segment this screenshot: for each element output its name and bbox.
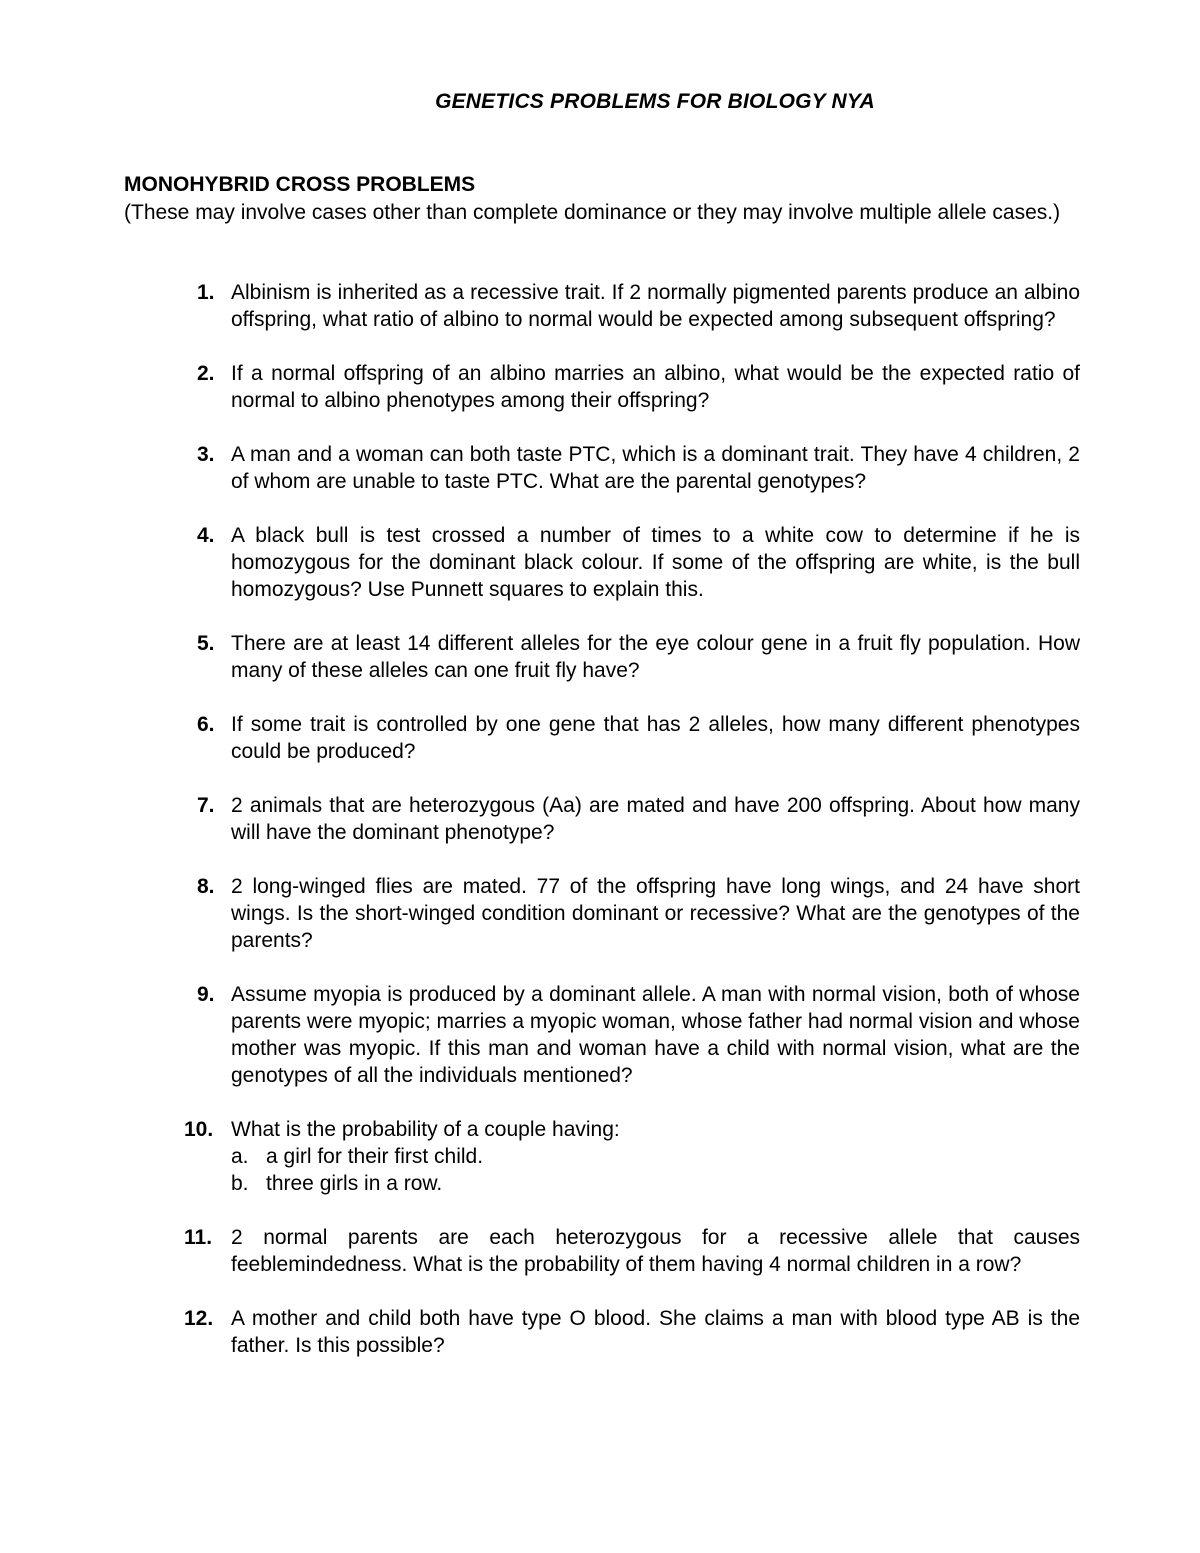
problem-number: 5. <box>197 632 215 655</box>
problem-item <box>184 1305 1080 1359</box>
problem-item <box>184 873 1080 954</box>
problem-list <box>184 279 1080 1386</box>
document-title: GENETICS PROBLEMS FOR BIOLOGY NYA <box>435 90 875 113</box>
problem-item <box>184 441 1080 495</box>
problem-number: 7. <box>197 794 215 817</box>
problem-text: 2 normal parents are each heterozygous for a recessive allele that causes feeblemindedness. What is the probability of them having 4 normal children in a row? <box>231 1226 1080 1276</box>
subitem <box>231 1143 1080 1170</box>
problem-number: 10. <box>184 1118 214 1141</box>
section-note: (These may involve cases other than complete dominance or they may involve multiple allele cases.) <box>124 201 1061 224</box>
problem-text: A mother and child both have type O blood. She claims a man with blood type AB is the father. Is this possible? <box>231 1307 1080 1357</box>
subitem-text: a girl for their first child. <box>266 1145 484 1168</box>
problem-text: If a normal offspring of an albino marries an albino, what would be the expected ratio of normal to albino phenotypes among their offspring? <box>231 362 1080 412</box>
problem-number: 12. <box>184 1307 214 1330</box>
problem-item <box>184 279 1080 333</box>
problem-number: 11. <box>184 1226 213 1249</box>
problem-item <box>184 711 1080 765</box>
problem-item <box>184 981 1080 1089</box>
problem-item <box>184 522 1080 603</box>
subitem <box>231 1170 1080 1197</box>
problem-item <box>184 1116 1080 1197</box>
problem-number: 1. <box>197 281 215 304</box>
problem-item <box>184 630 1080 684</box>
problem-number: 6. <box>197 713 215 736</box>
problem-text: Assume myopia is produced by a dominant allele. A man with normal vision, both of whose parents were myopic; marries a myopic woman, whose father had normal vision and whose mother was myopic. If this man and woman have a child with normal vision, what are the genotypes of all the individuals mentioned? <box>231 983 1080 1087</box>
problem-text: 2 long-winged flies are mated. 77 of the offspring have long wings, and 24 have short wings. Is the short-winged condition dominant or recessive? What are the genotypes of the parents? <box>231 875 1080 952</box>
problem-number: 4. <box>197 524 215 547</box>
problem-text: There are at least 14 different alleles for the eye colour gene in a fruit fly population. How many of these alleles can one fruit fly have? <box>231 632 1080 682</box>
problem-text: What is the probability of a couple having: <box>231 1118 620 1141</box>
subitem-letter: b. <box>231 1172 249 1195</box>
problem-text: A black bull is test crossed a number of times to a white cow to determine if he is homozygous for the dominant black colour. If some of the offspring are white, is the bull homozygous? Use Punnett squares to explain this. <box>231 524 1080 601</box>
problem-item <box>184 360 1080 414</box>
problem-item <box>184 792 1080 846</box>
problem-number: 9. <box>197 983 215 1006</box>
problem-text: A man and a woman can both taste PTC, which is a dominant trait. They have 4 children, 2 of whom are unable to taste PTC. What are the parental genotypes? <box>231 443 1080 493</box>
problem-number: 3. <box>197 443 215 466</box>
problem-number: 2. <box>197 362 215 385</box>
problem-item <box>184 1224 1080 1278</box>
subitem-list <box>231 1143 1080 1197</box>
section-heading: MONOHYBRID CROSS PROBLEMS <box>124 173 476 196</box>
problem-number: 8. <box>197 875 215 898</box>
subitem-text: three girls in a row. <box>266 1172 443 1195</box>
problem-text: If some trait is controlled by one gene that has 2 alleles, how many different phenotypes could be produced? <box>231 713 1080 763</box>
subitem-letter: a. <box>231 1145 249 1168</box>
problem-text: Albinism is inherited as a recessive trait. If 2 normally pigmented parents produce an albino offspring, what ratio of albino to normal would be expected among subsequent offspring? <box>231 281 1080 331</box>
problem-text: 2 animals that are heterozygous (Aa) are mated and have 200 offspring. About how many will have the dominant phenotype? <box>231 794 1080 844</box>
